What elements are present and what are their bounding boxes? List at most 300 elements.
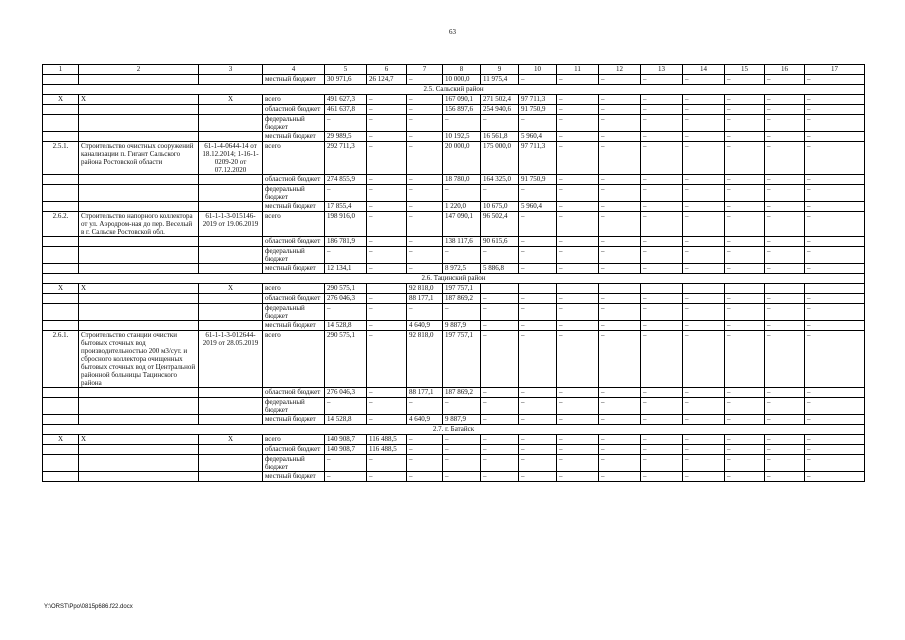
table-cell: – (557, 142, 599, 175)
table-cell: – (407, 237, 443, 247)
table-cell: Х (43, 435, 79, 445)
table-cell: – (725, 321, 765, 331)
table-cell: 147 090,1 (443, 212, 481, 237)
table-cell: – (641, 95, 683, 105)
table-cell: – (765, 398, 805, 415)
table-cell: – (683, 398, 725, 415)
table-cell: – (557, 435, 599, 445)
table-cell: – (557, 75, 599, 85)
table-cell: – (599, 388, 641, 398)
table-row (43, 472, 865, 482)
table-cell: 254 940,6 (481, 105, 519, 115)
table-cell: – (599, 75, 641, 85)
table-cell: 198 916,0 (325, 212, 367, 237)
table-cell: – (557, 115, 599, 132)
table-cell: – (599, 237, 641, 247)
table-cell: – (765, 132, 805, 142)
table-cell: – (519, 237, 557, 247)
table-cell: – (683, 95, 725, 105)
table-cell (79, 294, 199, 304)
table-cell: 96 502,4 (481, 212, 519, 237)
table-cell: – (557, 264, 599, 274)
table-cell: – (765, 321, 805, 331)
table-cell: всего (263, 142, 325, 175)
table-cell (43, 445, 79, 455)
table-cell: – (519, 388, 557, 398)
table-cell: всего (263, 212, 325, 237)
table-cell: Строительство очистных сооружений канализации п. Гигант Сальского района Ростовской области (79, 142, 199, 175)
table-cell: областной бюджет (263, 294, 325, 304)
column-header: 11 (557, 65, 599, 75)
table-cell: – (599, 247, 641, 264)
table-cell: – (325, 247, 367, 264)
table-cell: – (367, 388, 407, 398)
table-cell: – (519, 472, 557, 482)
table-cell (43, 472, 79, 482)
table-cell: – (683, 321, 725, 331)
table-cell: местный бюджет (263, 472, 325, 482)
table-cell: 14 528,8 (325, 321, 367, 331)
table-cell (43, 304, 79, 321)
table-cell: – (805, 445, 865, 455)
column-header: 2 (79, 65, 199, 75)
table-cell: – (765, 415, 805, 425)
table-cell: – (725, 212, 765, 237)
table-cell: – (325, 455, 367, 472)
table-cell: – (683, 105, 725, 115)
section-title: 2.6. Тацинский район (43, 274, 865, 284)
table-cell: – (519, 304, 557, 321)
table-cell (79, 247, 199, 264)
table-cell (481, 284, 519, 294)
table-cell: – (683, 132, 725, 142)
table-cell: – (481, 185, 519, 202)
table-cell: – (367, 331, 407, 388)
table-cell: – (481, 247, 519, 264)
table-cell: местный бюджет (263, 415, 325, 425)
budget-table (42, 64, 865, 482)
table-cell: 5 960,4 (519, 202, 557, 212)
table-cell (199, 398, 263, 415)
table-cell: – (805, 415, 865, 425)
table-cell: местный бюджет (263, 202, 325, 212)
table-cell: – (805, 75, 865, 85)
table-cell: 4 640,9 (407, 415, 443, 425)
table-cell (199, 455, 263, 472)
table-cell: – (805, 247, 865, 264)
table-cell: – (557, 95, 599, 105)
table-cell: – (367, 175, 407, 185)
table-cell: – (407, 264, 443, 274)
table-cell: – (725, 331, 765, 388)
table-cell: 290 575,1 (325, 331, 367, 388)
table-cell (79, 415, 199, 425)
table-cell: – (641, 331, 683, 388)
table-cell: – (683, 264, 725, 274)
column-header: 12 (599, 65, 641, 75)
table-cell: – (481, 294, 519, 304)
table-cell: – (557, 388, 599, 398)
table-cell: – (683, 142, 725, 175)
table-cell (199, 445, 263, 455)
table-cell: – (481, 388, 519, 398)
table-row (43, 264, 865, 274)
table-cell: – (765, 175, 805, 185)
table-cell: – (599, 435, 641, 445)
table-cell (199, 294, 263, 304)
table-cell: – (407, 185, 443, 202)
table-cell (79, 472, 199, 482)
table-cell: 17 855,4 (325, 202, 367, 212)
table-cell: – (407, 115, 443, 132)
table-cell: – (519, 212, 557, 237)
table-cell: – (805, 185, 865, 202)
table-cell (683, 284, 725, 294)
table-cell: – (725, 472, 765, 482)
table-cell: – (367, 415, 407, 425)
table-cell: – (481, 115, 519, 132)
table-cell (805, 284, 865, 294)
table-cell (79, 445, 199, 455)
table-cell (43, 415, 79, 425)
table-cell: федеральный бюджет (263, 115, 325, 132)
table-cell: – (725, 175, 765, 185)
table-cell: – (367, 115, 407, 132)
section-title: 2.7. г. Батайск (43, 425, 865, 435)
table-cell: Х (43, 284, 79, 294)
table-cell: – (765, 331, 805, 388)
table-cell: – (599, 472, 641, 482)
table-cell: – (765, 445, 805, 455)
column-header: 14 (683, 65, 725, 75)
table-cell: – (557, 185, 599, 202)
table-cell: 138 117,6 (443, 237, 481, 247)
table-cell (199, 472, 263, 482)
table-cell: – (683, 185, 725, 202)
table-cell: – (519, 247, 557, 264)
table-cell: – (725, 115, 765, 132)
column-header: 8 (443, 65, 481, 75)
table-cell: – (805, 237, 865, 247)
table-cell: – (557, 415, 599, 425)
table-cell (43, 455, 79, 472)
column-header: 16 (765, 65, 805, 75)
table-cell: областной бюджет (263, 388, 325, 398)
table-cell: – (725, 398, 765, 415)
table-cell: 164 325,0 (481, 175, 519, 185)
table-cell: – (683, 237, 725, 247)
table-cell (79, 202, 199, 212)
table-cell (43, 175, 79, 185)
table-cell: – (765, 388, 805, 398)
table-cell: 292 711,3 (325, 142, 367, 175)
table-cell: – (765, 435, 805, 445)
table-cell: – (407, 398, 443, 415)
column-header: 5 (325, 65, 367, 75)
table-cell: – (683, 294, 725, 304)
table-cell: – (765, 105, 805, 115)
table-cell: 274 855,9 (325, 175, 367, 185)
table-cell: – (481, 472, 519, 482)
table-cell: – (367, 455, 407, 472)
table-cell: – (599, 445, 641, 455)
table-cell: 16 561,8 (481, 132, 519, 142)
table-cell (43, 237, 79, 247)
table-cell (199, 105, 263, 115)
table-cell: – (519, 331, 557, 388)
table-cell: – (367, 105, 407, 115)
table-cell: местный бюджет (263, 75, 325, 85)
table-cell: – (407, 304, 443, 321)
table-cell: – (557, 132, 599, 142)
table-cell (599, 284, 641, 294)
table-cell: – (599, 132, 641, 142)
table-cell (43, 115, 79, 132)
table-cell: – (805, 331, 865, 388)
table-cell: – (805, 304, 865, 321)
table-cell: 30 971,6 (325, 75, 367, 85)
table-cell: – (765, 202, 805, 212)
table-cell: – (725, 304, 765, 321)
table-row (43, 415, 865, 425)
section-row (43, 85, 865, 95)
table-cell: – (407, 445, 443, 455)
table-cell: – (683, 388, 725, 398)
table-cell: – (443, 398, 481, 415)
table-cell: 61-1-1-3-015146-2019 от 19.06.2019 (199, 212, 263, 237)
table-cell: – (519, 185, 557, 202)
table-cell: 2.6.1. (43, 331, 79, 388)
table-cell: – (481, 321, 519, 331)
table-cell: – (557, 455, 599, 472)
table-cell: – (805, 175, 865, 185)
table-cell: – (641, 472, 683, 482)
table-cell: 92 818,0 (407, 284, 443, 294)
table-cell (79, 175, 199, 185)
table-cell: – (407, 247, 443, 264)
table-cell: 197 757,1 (443, 284, 481, 294)
table-cell: Х (43, 95, 79, 105)
table-cell: 197 757,1 (443, 331, 481, 388)
table-cell: – (367, 398, 407, 415)
table-cell: 88 177,1 (407, 388, 443, 398)
table-cell: – (367, 294, 407, 304)
table-cell: – (443, 304, 481, 321)
table-cell: – (725, 445, 765, 455)
table-cell: – (683, 455, 725, 472)
table-cell: – (367, 95, 407, 105)
table-cell: – (765, 185, 805, 202)
column-header: 10 (519, 65, 557, 75)
table-row (43, 95, 865, 105)
table-cell: – (805, 398, 865, 415)
table-cell: – (641, 398, 683, 415)
table-cell: – (599, 398, 641, 415)
table-cell: – (725, 415, 765, 425)
table-cell: – (683, 115, 725, 132)
table-cell: – (443, 445, 481, 455)
table-body (43, 65, 865, 482)
table-cell: – (765, 264, 805, 274)
table-cell: – (641, 445, 683, 455)
table-cell: 18 780,0 (443, 175, 481, 185)
table-cell: – (367, 202, 407, 212)
table-row (43, 105, 865, 115)
column-header: 13 (641, 65, 683, 75)
table-cell: – (683, 472, 725, 482)
table-cell: – (325, 304, 367, 321)
table-cell (79, 388, 199, 398)
table-cell: 187 869,2 (443, 294, 481, 304)
table-cell: – (481, 304, 519, 321)
table-row (43, 142, 865, 175)
table-cell: – (557, 175, 599, 185)
table-cell: – (367, 212, 407, 237)
table-row (43, 284, 865, 294)
table-cell: – (599, 264, 641, 274)
table-cell: 156 897,6 (443, 105, 481, 115)
table-row (43, 321, 865, 331)
table-cell: – (641, 115, 683, 132)
table-cell: – (599, 212, 641, 237)
table-cell: – (519, 445, 557, 455)
table-cell: – (765, 304, 805, 321)
table-cell: – (683, 304, 725, 321)
table-cell: – (725, 185, 765, 202)
table-cell: 276 046,3 (325, 294, 367, 304)
table-cell: Х (199, 95, 263, 105)
table-cell: всего (263, 95, 325, 105)
table-cell: – (765, 294, 805, 304)
table-cell (199, 115, 263, 132)
table-cell: 186 781,9 (325, 237, 367, 247)
table-cell: – (683, 75, 725, 85)
table-cell: 11 975,4 (481, 75, 519, 85)
table-cell: – (443, 455, 481, 472)
table-cell: 12 134,1 (325, 264, 367, 274)
table-cell: – (725, 237, 765, 247)
column-header: 6 (367, 65, 407, 75)
table-cell: – (443, 247, 481, 264)
column-header: 17 (805, 65, 865, 75)
table-cell (79, 115, 199, 132)
table-cell: местный бюджет (263, 132, 325, 142)
table-cell: 290 575,1 (325, 284, 367, 294)
table-cell: – (557, 212, 599, 237)
table-cell: – (519, 294, 557, 304)
table-cell: областной бюджет (263, 175, 325, 185)
table-row (43, 185, 865, 202)
section-row (43, 425, 865, 435)
table-cell: областной бюджет (263, 105, 325, 115)
table-cell: 8 972,5 (443, 264, 481, 274)
table-cell: местный бюджет (263, 321, 325, 331)
table-cell: – (367, 185, 407, 202)
table-cell: 167 090,1 (443, 95, 481, 105)
table-cell (199, 185, 263, 202)
section-row (43, 274, 865, 284)
table-cell: – (805, 105, 865, 115)
table-cell: – (725, 142, 765, 175)
table-cell (43, 294, 79, 304)
table-cell: – (519, 115, 557, 132)
table-row (43, 455, 865, 472)
table-cell: – (367, 247, 407, 264)
table-cell: – (599, 105, 641, 115)
table-cell: – (481, 455, 519, 472)
table-cell: 5 886,8 (481, 264, 519, 274)
table-cell: – (599, 185, 641, 202)
table-cell: – (641, 202, 683, 212)
table-cell: – (407, 472, 443, 482)
table-cell: 140 908,7 (325, 445, 367, 455)
table-cell: – (367, 264, 407, 274)
table-cell (641, 284, 683, 294)
table-cell: 5 960,4 (519, 132, 557, 142)
table-cell (43, 75, 79, 85)
table-cell (199, 247, 263, 264)
table-cell: – (599, 115, 641, 132)
table-row (43, 294, 865, 304)
table-row (43, 247, 865, 264)
table-cell: 10 000,0 (443, 75, 481, 85)
table-cell: – (641, 264, 683, 274)
table-cell: 20 000,0 (443, 142, 481, 175)
table-cell (199, 202, 263, 212)
table-cell: Х (79, 435, 199, 445)
table-cell: 175 000,0 (481, 142, 519, 175)
table-row (43, 237, 865, 247)
table-row (43, 175, 865, 185)
table-cell (43, 264, 79, 274)
table-cell: – (557, 247, 599, 264)
table-cell: – (641, 132, 683, 142)
table-cell: – (367, 304, 407, 321)
table-cell: – (407, 455, 443, 472)
table-row (43, 445, 865, 455)
table-cell (199, 304, 263, 321)
table-cell (43, 105, 79, 115)
table-row (43, 331, 865, 388)
table-cell: – (805, 294, 865, 304)
table-cell: 61-1-4-0644-14 от 18.12.2014; 1-16-1-0209-20 от 07.12.2020 (199, 142, 263, 175)
table-cell: – (599, 294, 641, 304)
table-cell: – (683, 331, 725, 388)
table-cell: – (557, 445, 599, 455)
table-row (43, 212, 865, 237)
table-row (43, 115, 865, 132)
table-cell: 1 220,0 (443, 202, 481, 212)
table-cell: – (725, 388, 765, 398)
table-cell: 14 528,8 (325, 415, 367, 425)
table-cell: Строительство напорного коллектора от ул. Аэродром-ная до пер. Веселый в г. Сальске Ростовской обл. (79, 212, 199, 237)
table-cell: – (765, 237, 805, 247)
table-cell: 4 640,9 (407, 321, 443, 331)
table-cell: – (805, 202, 865, 212)
table-cell: – (367, 237, 407, 247)
table-cell (79, 398, 199, 415)
table-cell (79, 132, 199, 142)
table-cell: 92 818,0 (407, 331, 443, 388)
table-cell: – (367, 472, 407, 482)
table-row (43, 398, 865, 415)
table-cell: – (557, 294, 599, 304)
table-cell: – (557, 331, 599, 388)
file-path-footer: Y:\ORST\Ppo\0815p686.f22.docx (44, 604, 133, 610)
table-cell: – (725, 455, 765, 472)
table-cell (43, 398, 79, 415)
table-cell: – (805, 115, 865, 132)
